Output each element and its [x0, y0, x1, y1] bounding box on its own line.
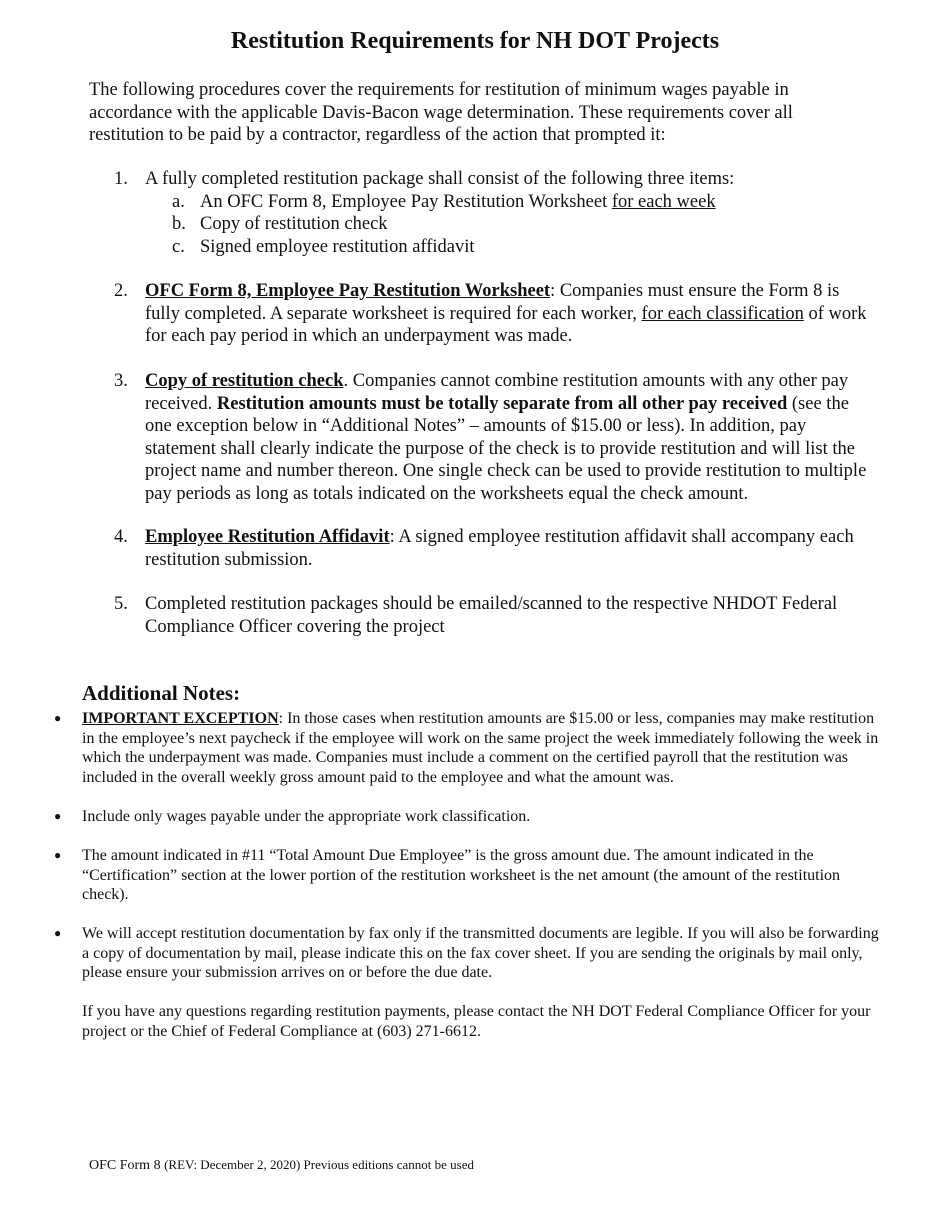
list-item-2 [114, 280, 874, 348]
item-heading: Copy of restitution check [145, 371, 344, 391]
item-text: : Companies must ensure the Form 8 is fully completed. A separate worksheet is required for each worker, [145, 281, 840, 324]
bullet-icon: ● [54, 926, 62, 940]
list-number: 4. [114, 527, 128, 547]
note-bullet-2 [54, 807, 884, 827]
note-text: Include only wages payable under the appropriate work classification. [82, 808, 531, 825]
sub-item-a [172, 191, 874, 214]
item-heading: Employee Restitution Affidavit [145, 527, 390, 547]
bullet-icon: ● [54, 711, 62, 725]
additional-notes-heading: Additional Notes: [82, 681, 241, 705]
list-number: 5. [114, 594, 128, 614]
item-heading: OFC Form 8, Employee Pay Restitution Worksheet [145, 281, 551, 301]
item-text: Completed restitution packages should be emailed/scanned to the respective NHDOT Federal Compliance Officer covering the project [145, 594, 838, 637]
sub-item-text: Copy of restitution check [200, 214, 388, 234]
item-bold-text: Restitution amounts must be totally separate from all other pay received [216, 393, 788, 414]
sub-item-letter: c. [172, 236, 185, 257]
list-item-4 [114, 526, 874, 571]
note-text: The amount indicated in #11 “Total Amount Due Employee” is the gross amount due. The amount indicated in the “Certification” section at the lower portion of the restitution worksheet is the net amount (the amount of the restitution check). [82, 847, 841, 904]
sub-item-underline: for each week [611, 191, 716, 212]
form-footer [89, 1157, 474, 1174]
note-text: We will accept restitution documentation by fax only if the transmitted documents are legible. If you will also be forwarding a copy of documentation by mail, please indicate this on the fax cover sheet. If you are sending the originals by mail only, please ensure your submission arrives on or before the due date. [82, 925, 879, 982]
sub-item-c [172, 236, 874, 259]
list-number: 2. [114, 281, 128, 301]
list-item-5 [114, 593, 874, 638]
list-number: 3. [114, 371, 128, 391]
sub-item-text: An OFC Form 8, Employee Pay Restitution Worksheet [200, 191, 612, 212]
item-text: . Companies cannot combine restitution amounts with any other pay received. [145, 371, 849, 414]
sub-item-letter: a. [172, 191, 185, 212]
page-title: Restitution Requirements for NH DOT Projects [230, 28, 720, 54]
note-bullet-3 [54, 846, 884, 905]
sub-item-b [172, 213, 874, 236]
footer-form-name: OFC Form 8 [89, 1158, 165, 1173]
bullet-icon: ● [54, 809, 62, 823]
item-text: : A signed employee restitution affidavit shall accompany each restitution submission. [145, 527, 854, 570]
list-item-text: A fully completed restitution package shall consist of the following three items: [145, 169, 735, 189]
item-text: of work for each pay period in which an underpayment was made. [145, 303, 867, 346]
note-bullet-4 [54, 924, 884, 983]
note-text: : In those cases when restitution amounts are $15.00 or less, companies may make restitution in the employee’s next paycheck if the employee will work on the same project the week immediately following the week in which the underpayment was made. Companies must include a comment on the certified payroll that the restitution was included in the overall weekly gross amount paid to the employee and what the amount was. [82, 710, 879, 786]
sub-item-text: Signed employee restitution affidavit [200, 236, 475, 257]
item-underline: for each classification [641, 303, 804, 324]
note-heading: IMPORTANT EXCEPTION [82, 710, 279, 727]
intro-paragraph: The following procedures cover the requirements for restitution of minimum wages payable in accordance with the applicable Davis-Bacon wage determination. These requirements cover all restitution to be paid by a contractor, regardless of the action that prompted it: [89, 80, 793, 145]
list-item-1 [114, 168, 874, 258]
list-number: 1. [114, 169, 128, 189]
closing-paragraph: If you have any questions regarding restitution payments, please contact the NH DOT Federal Compliance Officer for your project or the Chief of Federal Compliance at (603) 271-6612. [82, 1003, 871, 1040]
footer-revision: (REV: December 2, 2020) Previous editions cannot be used [164, 1157, 474, 1172]
item-text: (see the one exception below in “Additional Notes” – amounts of $15.00 or less). In addition, pay statement shall clearly indicate the purpose of the check is to provide restitution and will list the project name and number thereon. One single check can be used to provide restitution to multiple pay periods as long as totals indicated on the worksheets equal the check amount. [145, 393, 867, 504]
sub-item-letter: b. [172, 214, 186, 234]
bullet-icon: ● [54, 848, 62, 862]
note-bullet-1 [54, 709, 884, 787]
list-item-3 [114, 370, 874, 505]
